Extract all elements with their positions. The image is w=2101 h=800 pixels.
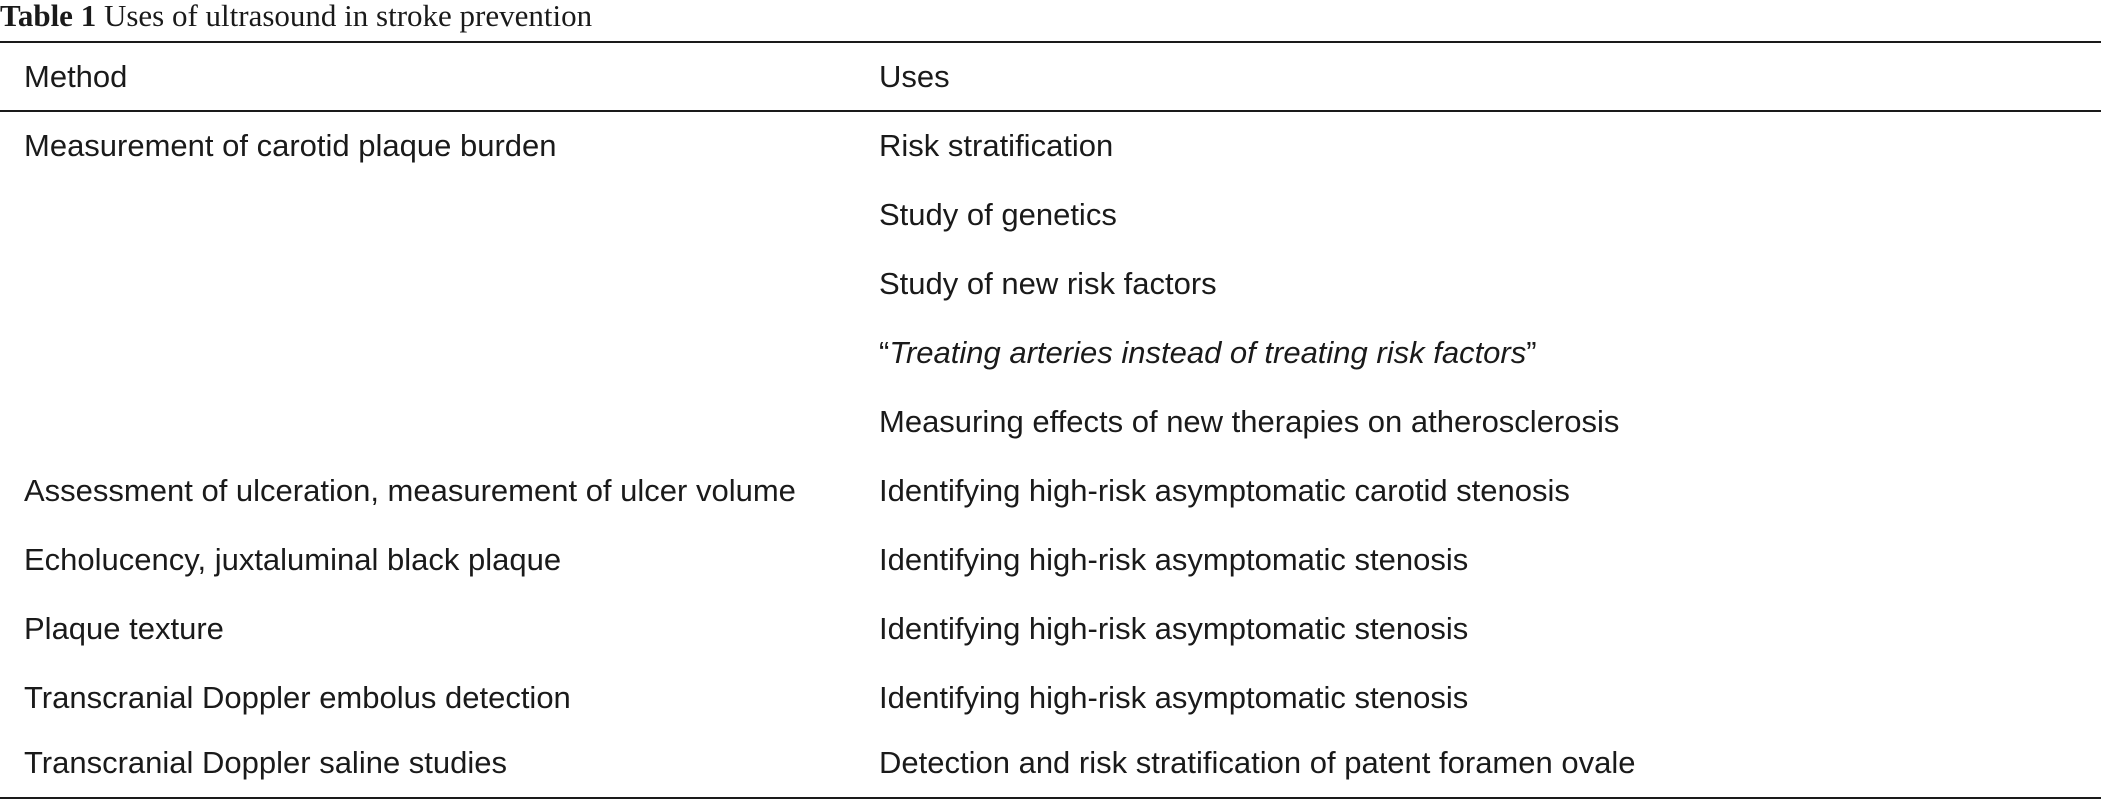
table-caption <box>0 0 592 36</box>
quoted-use-text: Treating arteries instead of treating risk factors <box>889 335 1527 370</box>
column-header-uses: Uses <box>879 59 950 94</box>
table-cell-use: Identifying high-risk asymptomatic stenosis <box>879 611 1469 646</box>
table-cell-method: Assessment of ulceration, measurement of ulcer volume <box>24 473 796 508</box>
table-cell-use: Risk stratification <box>879 128 1114 163</box>
table-bottom-rule <box>0 797 2101 799</box>
table-cell-use: Identifying high-risk asymptomatic carotid stenosis <box>879 473 1570 508</box>
table-cell-use: Measuring effects of new therapies on atherosclerosis <box>879 404 1620 439</box>
table-cell-method: Echolucency, juxtaluminal black plaque <box>24 542 562 577</box>
open-quote: “ <box>879 335 890 370</box>
table-cell-use: Study of new risk factors <box>879 266 1217 301</box>
table-top-rule <box>0 41 2101 43</box>
column-header-method: Method <box>24 59 128 94</box>
close-quote: ” <box>1526 335 1537 370</box>
table-cell-use <box>879 318 1537 387</box>
table-cell-method: Plaque texture <box>24 611 224 646</box>
table-cell-method: Measurement of carotid plaque burden <box>24 128 557 163</box>
table-caption-label: Table 1 <box>0 0 97 33</box>
table-cell-method: Transcranial Doppler embolus detection <box>24 680 571 715</box>
table-cell-use: Detection and risk stratification of patent foramen ovale <box>879 745 1636 780</box>
table-cell-method: Transcranial Doppler saline studies <box>24 745 508 780</box>
table-cell-use: Study of genetics <box>879 197 1117 232</box>
table-cell-use: Identifying high-risk asymptomatic stenosis <box>879 680 1469 715</box>
table-cell-use: Identifying high-risk asymptomatic stenosis <box>879 542 1469 577</box>
table-caption-title: Uses of ultrasound in stroke prevention <box>103 0 593 33</box>
